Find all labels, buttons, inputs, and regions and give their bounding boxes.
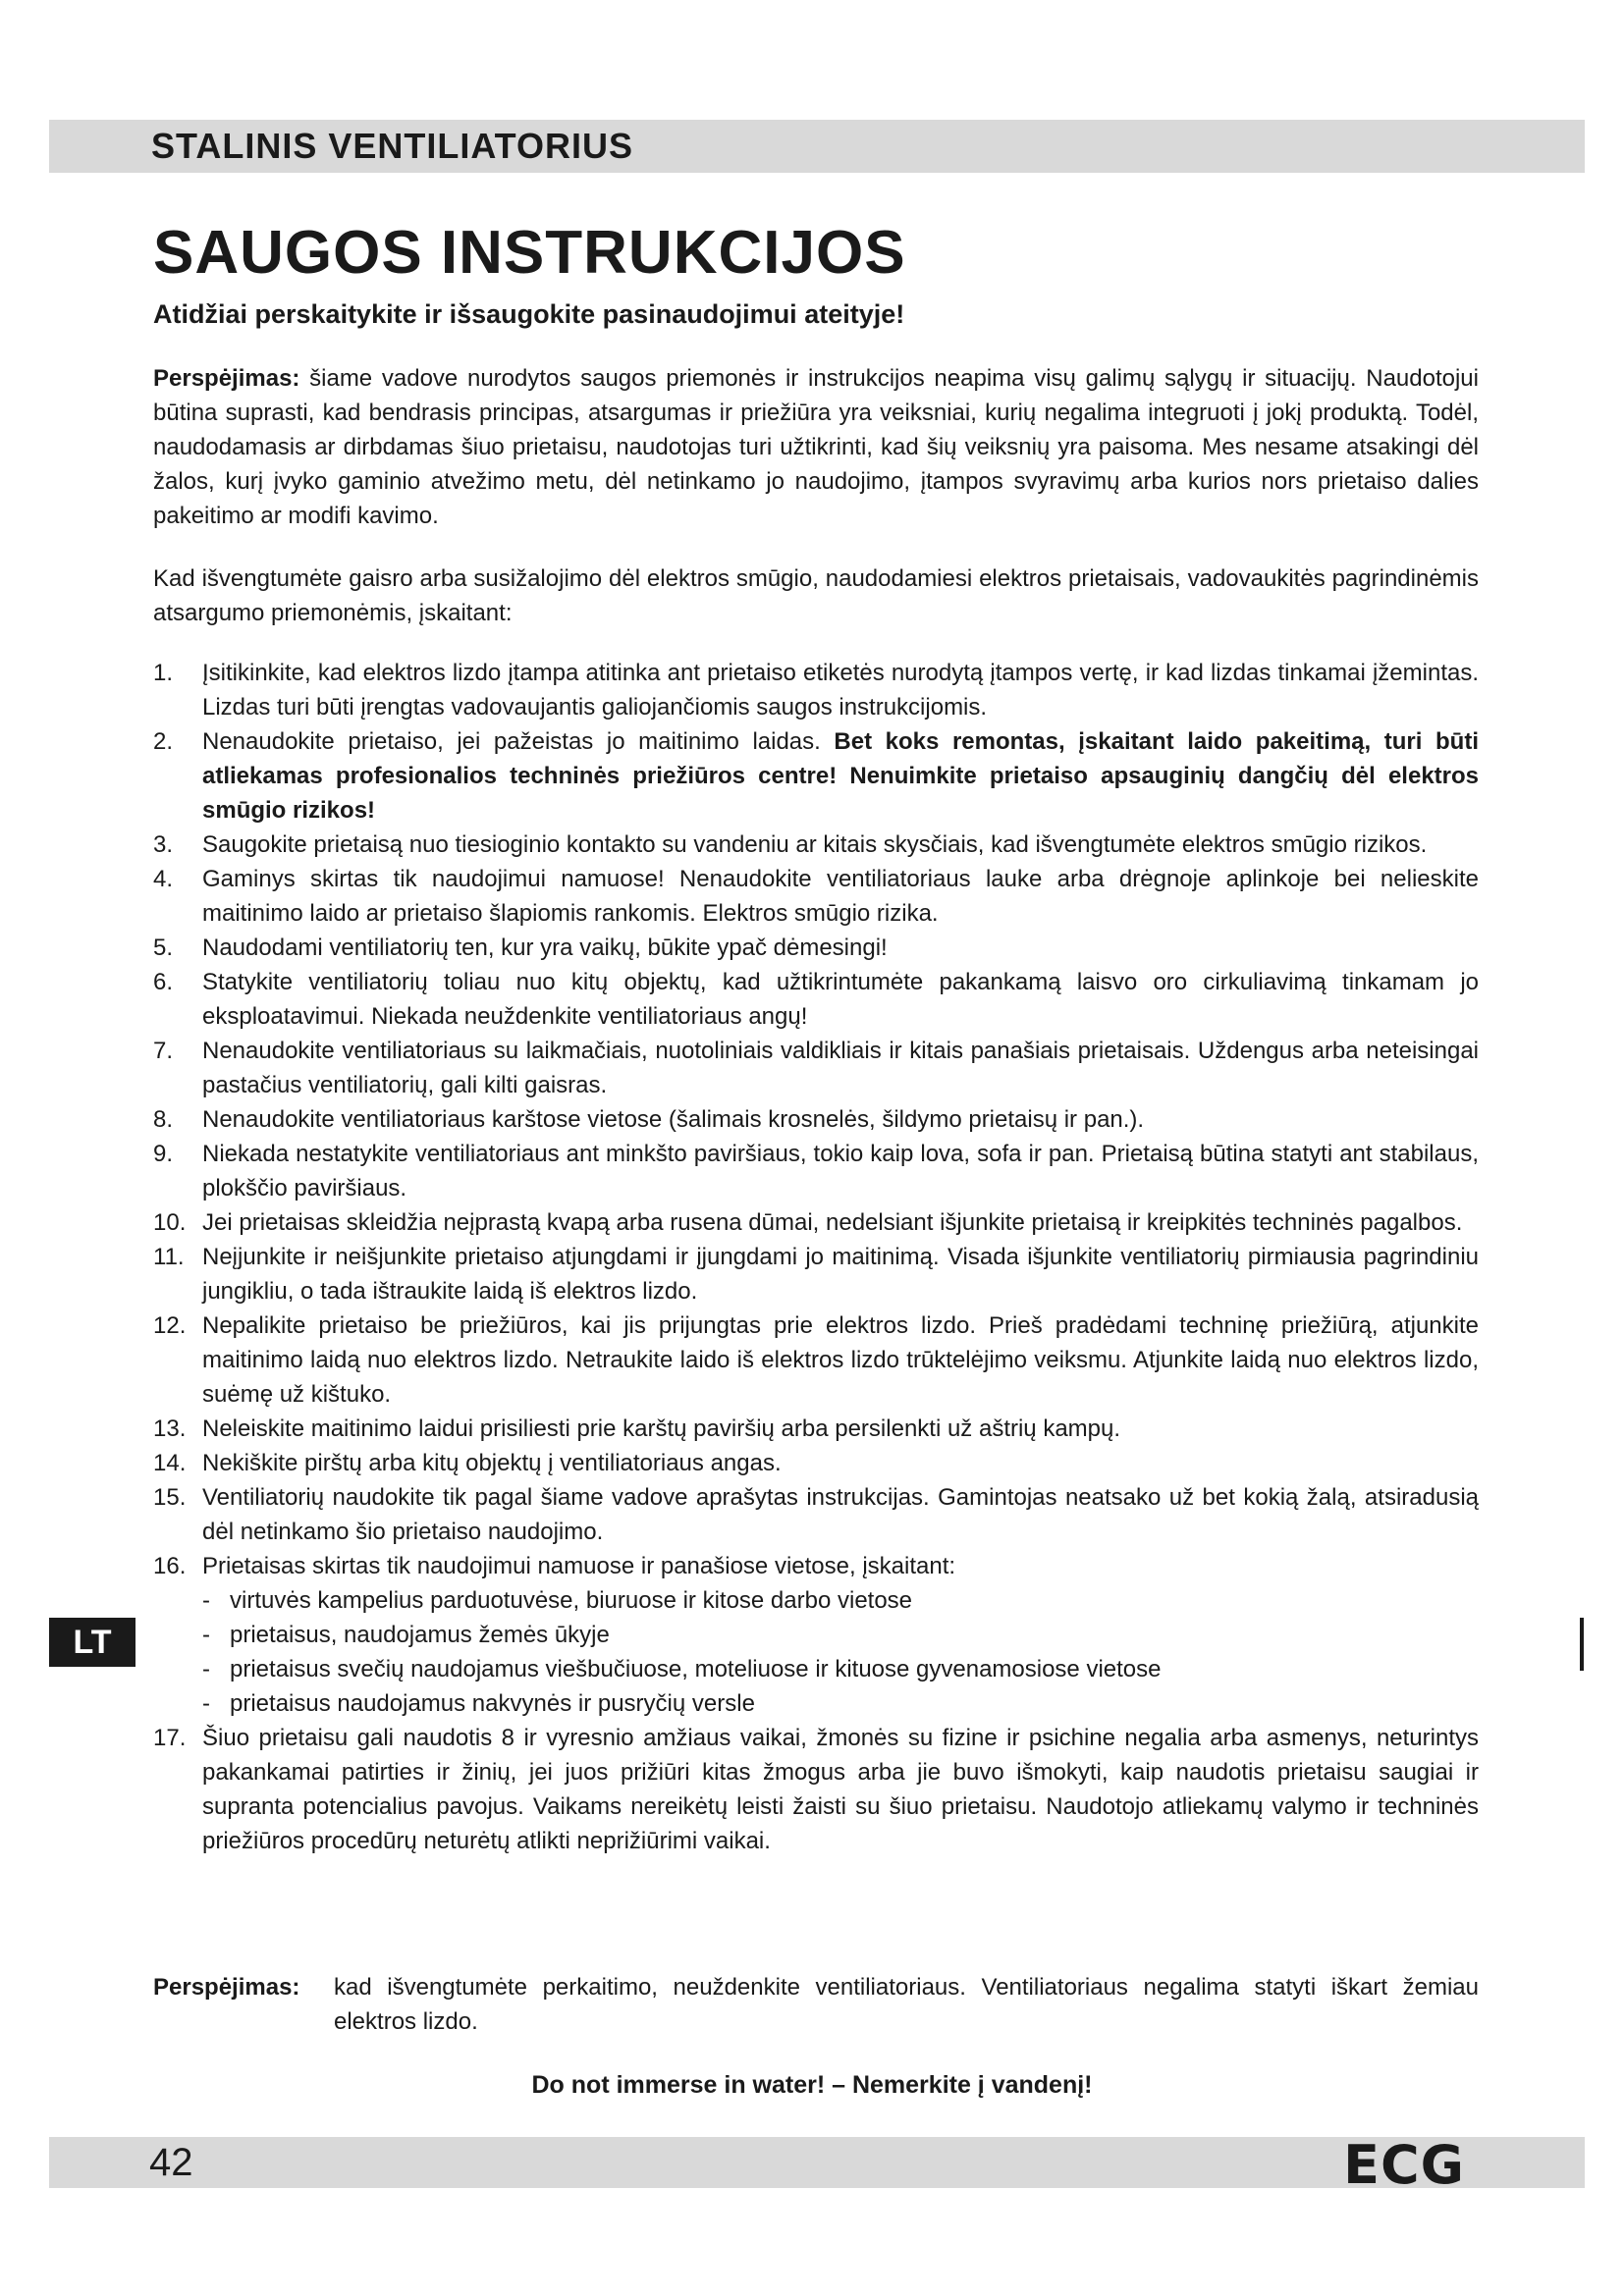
- item-text: Nenaudokite ventiliatoriaus karštose vietose (šalimais krosnelės, šildymo prietaisų ir pan.).: [202, 1106, 1145, 1133]
- item-number: 9.: [153, 1141, 174, 1167]
- sub-item-text: virtuvės kampelius parduotuvėse, biuruose ir kitose darbo vietose: [230, 1587, 913, 1614]
- instruction-item: [153, 1034, 1479, 1102]
- precautions-intro: Kad išvengtumėte gaisro arba susižalojimo dėl elektros smūgio, naudodamiesi elektros prietaisais, vadovaukitės pagrindinėmis atsargumo priemonėmis, įskaitant:: [153, 565, 1479, 626]
- intro-paragraph: [153, 361, 1479, 533]
- instruction-item: [153, 1240, 1479, 1308]
- item-number: 8.: [153, 1106, 174, 1133]
- item-number: 1.: [153, 660, 174, 686]
- item-bold-text: Bet koks remontas, įskaitant laido pakeitimą, turi būti atliekamas profesionalios techninės priežiūros centre! Nenuimkite prietaiso apsauginių dangčių dėl elektros smūgio rizikos!: [202, 728, 1479, 824]
- item-number: 11.: [153, 1244, 185, 1270]
- item-text: Nenaudokite ventiliatoriaus su laikmačiais, nuotoliniais valdikliais ir kitais panašiais prietaisais. Uždengus arba neteisingai pastačius ventiliatorių, gali kilti gaisras.: [202, 1038, 1479, 1098]
- instruction-item: [153, 1721, 1479, 1858]
- item-number: 13.: [153, 1415, 187, 1442]
- item-number: 4.: [153, 866, 174, 892]
- instruction-item: [153, 1205, 1479, 1240]
- instruction-item: [153, 1480, 1479, 1549]
- item-number: 14.: [153, 1450, 187, 1476]
- intro-text: šiame vadove nurodytos saugos priemonės ir instrukcijos neapima visų galimų sąlygų ir situacijų. Naudotojui būtina suprasti, kad bendrasis principas, atsargumas ir priežiūra yra veiksniai, kurių negalima integruoti į jokį produktą. Todėl, naudodamasis ar dirbdamas šiuo prietaisu, naudotojas turi užtikrinti, kad šių veiksnių yra paisoma. Mes nesame atsakingi dėl žalos, kurį įvyko gaminio atvežimo metu, dėl netinkamo jo naudojimo, įtampos svyravimų arba kurios nors prietaiso dalies pakeitimo ar modifi kavimo.: [153, 365, 1479, 529]
- item-number: 7.: [153, 1038, 174, 1064]
- warning-text: kad išvengtumėte perkaitimo, neuždenkite ventiliatoriaus. Ventiliatoriaus negalima statyti iškart žemiau elektros lizdo.: [334, 1974, 1479, 2035]
- instruction-item: [153, 931, 1479, 965]
- instruction-item: [153, 724, 1479, 828]
- header-band: [49, 120, 1585, 173]
- sub-list-item: - virtuvės kampelius parduotuvėse, biuruose ir kitose darbo vietose: [202, 1587, 913, 1614]
- item-number: 12.: [153, 1312, 187, 1339]
- item-text: Neleiskite maitinimo laidui prisiliesti prie karštų paviršių arba persilenkti už aštrių kampų.: [202, 1415, 1121, 1442]
- item-text: Niekada nestatykite ventiliatoriaus ant minkšto paviršiaus, tokio kaip lova, sofa ir pan. Prietaisą būtina statyti ant stabilaus, plokščio paviršiaus.: [202, 1141, 1479, 1201]
- item-number: 2.: [153, 728, 174, 755]
- item-number: 3.: [153, 831, 174, 858]
- item-text: Prietaisas skirtas tik naudojimui namuose ir panašiose vietose, įskaitant:: [202, 1553, 956, 1579]
- brand-logo: ECG: [1343, 2134, 1465, 2196]
- sub-item-text: prietaisus svečių naudojamus viešbučiuose, moteliuose ir kituose gyvenamosiose vietose: [230, 1656, 1162, 1682]
- instruction-item: [153, 828, 1479, 862]
- instructions-list: [153, 656, 1479, 1858]
- item-text: Ventiliatorių naudokite tik pagal šiame vadove aprašytas instrukcijas. Gamintojas neatsako už bet kokią žalą, atsiradusią dėl netinkamo šio prietaiso naudojimo.: [202, 1484, 1479, 1545]
- item-text: Šiuo prietaisu gali naudotis 8 ir vyresnio amžiaus vaikai, žmonės su fizine ir psichine negalia arba asmenys, neturintys pakankamai patirties ir žinių, jei juos prižiūri kitas žmogus arba jie buvo išmokyti, kaip naudotis prietaisu saugiai ir supranta potencialius pavojus. Vaikams nereikėtų leisti žaisti su šiuo prietaisu. Naudotojo atliekamų valymo ir techninės priežiūros procedūrų neturėtų atlikti neprižiūrimi vaikai.: [202, 1725, 1479, 1854]
- sub-list-item: - prietaisus naudojamus nakvynės ir pusryčių versle: [202, 1690, 755, 1717]
- item-number: 15.: [153, 1484, 187, 1511]
- item-number: 17.: [153, 1725, 187, 1751]
- intro-label: Perspėjimas:: [153, 365, 300, 392]
- item-text: Statykite ventiliatorių toliau nuo kitų objektų, kad užtikrintumėte pakankamą laisvo oro cirkuliavimą tinkamam jo eksploatavimui. Niekada neuždenkite ventiliatoriaus angų!: [202, 969, 1479, 1030]
- item-number: 6.: [153, 969, 174, 995]
- sub-item-text: prietaisus naudojamus nakvynės ir pusryčių versle: [230, 1690, 755, 1717]
- item-text: Saugokite prietaisą nuo tiesioginio kontakto su vandeniu ar kitais skysčiais, kad išvengtumėte elektros smūgio rizikos.: [202, 831, 1428, 858]
- item-text: Įsitikinkite, kad elektros lizdo įtampa atitinka ant prietaiso etiketės nurodytą įtampos vertę, ir kad lizdas tinkamai įžemintas. Lizdas turi būti įrengtas vadovaujantis galiojančiomis saugos instrukcijomis.: [202, 660, 1479, 721]
- warning-label: Perspėjimas:: [153, 1974, 300, 2001]
- sub-list-item: - prietaisus svečių naudojamus viešbučiuose, moteliuose ir kituose gyvenamosiose vietose: [202, 1656, 1162, 1682]
- instruction-item: [153, 1412, 1479, 1446]
- item-text: Gaminys skirtas tik naudojimui namuose! Nenaudokite ventiliatoriaus lauke arba drėgnoje aplinkoje bei nelieskite maitinimo laido ar prietaiso šlapiomis rankomis. Elektros smūgio rizika.: [202, 866, 1479, 927]
- sub-list: [202, 1583, 1479, 1721]
- item-text: Nepalikite prietaiso be priežiūros, kai jis prijungtas prie elektros lizdo. Prieš pradėdami techninę priežiūrą, atjunkite maitinimo laidą nuo elektros lizdo. Netraukite laido iš elektros lizdo trūktelėjimo veiksmu. Atjunkite laidą nuo elektros lizdo, suėmę už kištuko.: [202, 1312, 1479, 1408]
- instruction-item: [153, 965, 1479, 1034]
- page-subtitle: Atidžiai perskaitykite ir išsaugokite pasinaudojimui ateityje!: [153, 299, 905, 329]
- item-number: 16.: [153, 1553, 187, 1579]
- instruction-item: [153, 862, 1479, 931]
- sub-list-item: - prietaisus, naudojamus žemės ūkyje: [202, 1622, 610, 1648]
- sub-item-text: prietaisus, naudojamus žemės ūkyje: [230, 1622, 610, 1648]
- instruction-item: [153, 1308, 1479, 1412]
- item-text: Nekiškite pirštų arba kitų objektų į ventiliatoriaus angas.: [202, 1450, 782, 1476]
- page-title: SAUGOS INSTRUKCIJOS: [153, 219, 906, 287]
- item-text: Jei prietaisas skleidžia neįprastą kvapą arba rusena dūmai, nedelsiant išjunkite prietaisą ir kreipkitės techninės pagalbos.: [202, 1209, 1463, 1236]
- instruction-item: [153, 1137, 1479, 1205]
- item-number: 5.: [153, 934, 174, 961]
- item-text: Neįjunkite ir neišjunkite prietaiso atjungdami ir įjungdami jo maitinimą. Visada išjunkite ventiliatorių pirmiausia pagrindiniu jungikliu, o tada ištraukite laidą iš elektros lizdo.: [202, 1244, 1479, 1305]
- side-marker: [1580, 1618, 1584, 1671]
- item-number: 10.: [153, 1209, 187, 1236]
- instruction-item: [153, 656, 1479, 724]
- item-text: Nenaudokite prietaiso, jei pažeistas jo maitinimo laidas.: [202, 728, 835, 755]
- language-tab: LT: [49, 1618, 135, 1667]
- instruction-item: [153, 1446, 1479, 1480]
- instruction-item: [153, 1549, 1479, 1721]
- instruction-item: [153, 1102, 1479, 1137]
- item-text: Naudodami ventiliatorių ten, kur yra vaikų, būkite ypač dėmesingi!: [202, 934, 888, 961]
- page-number: 42: [149, 2141, 193, 2184]
- footer-band: [49, 2134, 1585, 2196]
- immersion-note: Do not immerse in water! – Nemerkite į vandenį!: [531, 2071, 1093, 2099]
- section-title: STALINIS VENTILIATORIUS: [151, 126, 634, 166]
